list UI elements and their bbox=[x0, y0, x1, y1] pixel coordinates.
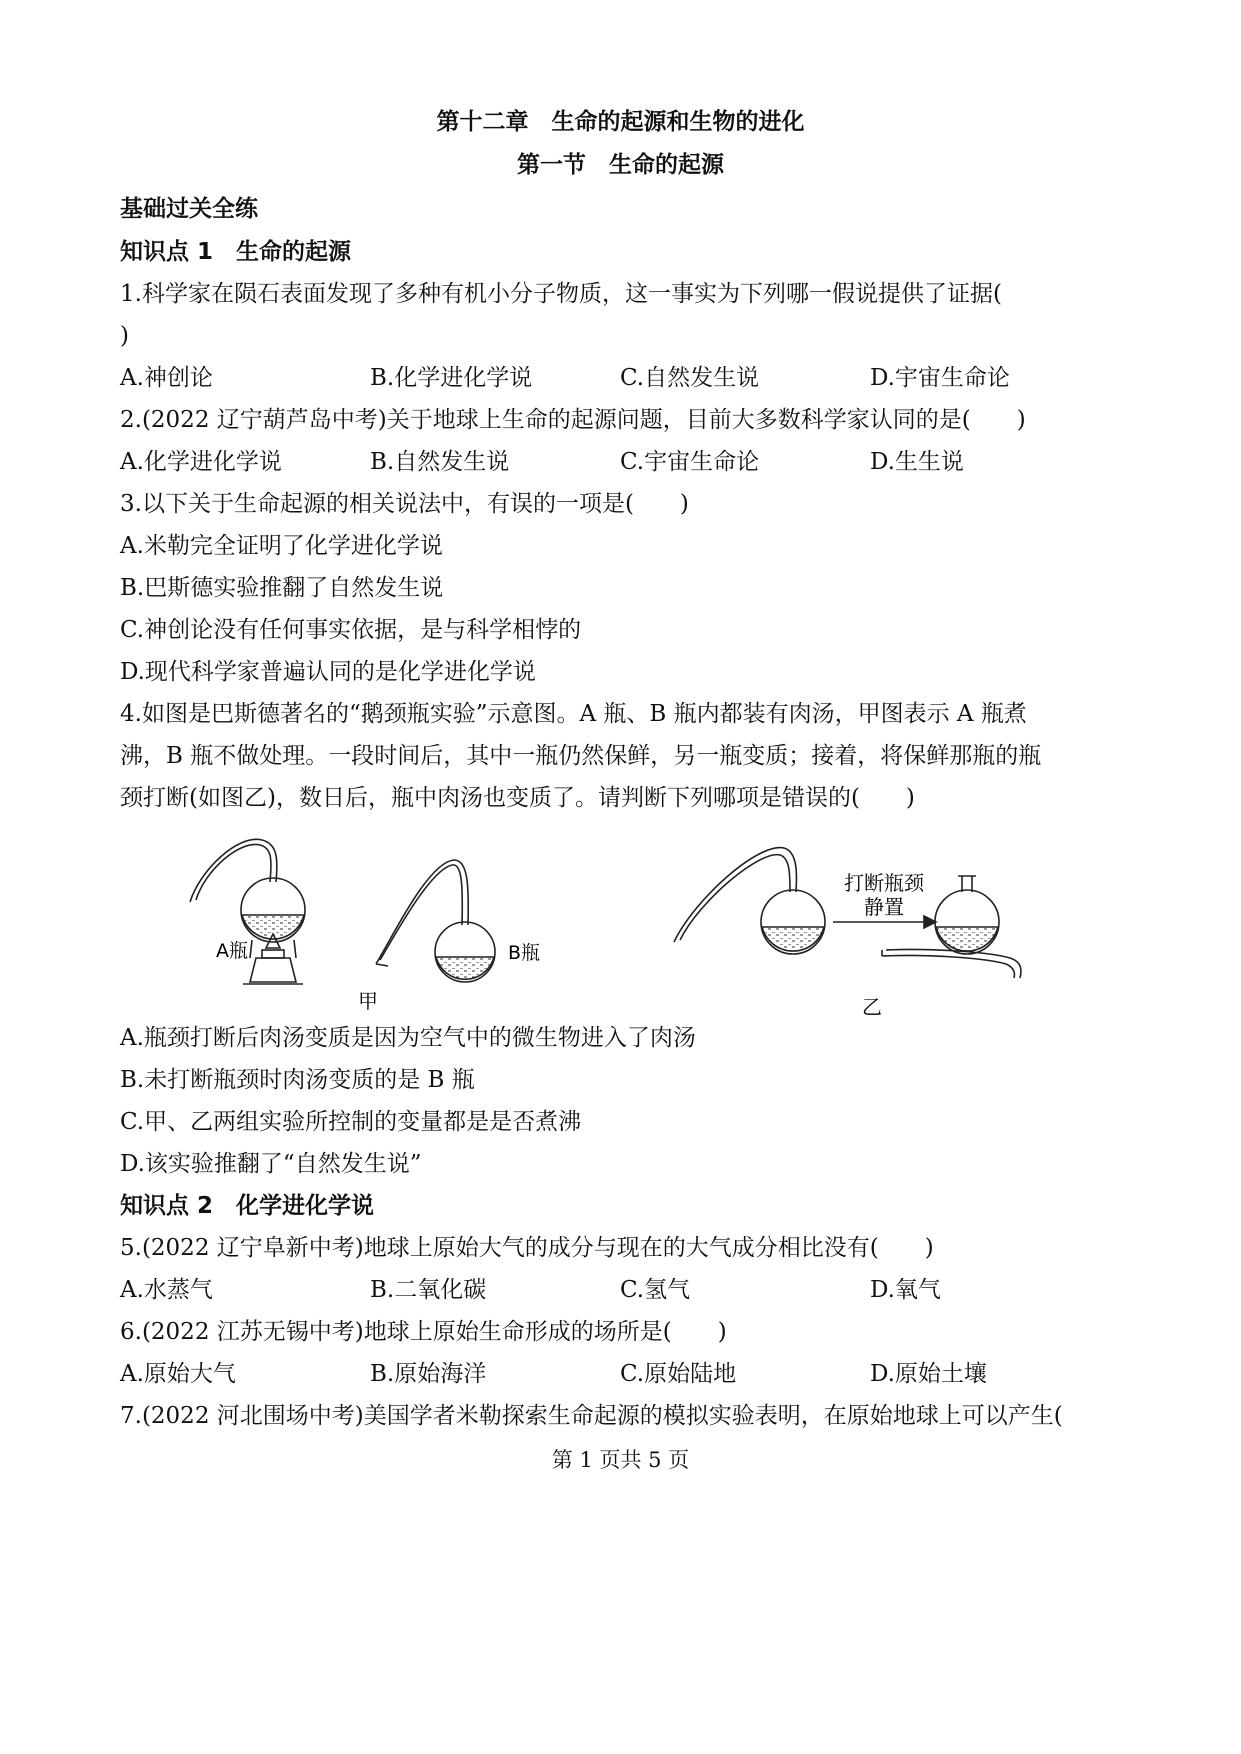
q6-option-c: C.原始陆地 bbox=[620, 1361, 737, 1387]
q4-option-a: A.瓶颈打断后肉汤变质是因为空气中的微生物进入了肉汤 bbox=[120, 1025, 696, 1051]
q3-option-b: B.巴斯德实验推翻了自然发生说 bbox=[120, 575, 444, 601]
q3-option-c: C.神创论没有任何事实依据，是与科学相悖的 bbox=[120, 617, 582, 643]
question-2-stem: 2.(2022 辽宁葫芦岛中考)关于地球上生命的起源问题，目前大多数科学家认同的是( ) bbox=[120, 407, 1026, 433]
question-7-stem: 7.(2022 河北围场中考)美国学者米勒探索生命起源的模拟实验表明，在原始地球上可以产生( bbox=[120, 1403, 1063, 1429]
knowledge-point-1: 知识点 1 生命的起源 bbox=[120, 239, 352, 265]
q1-option-b: B.化学进化学说 bbox=[370, 365, 533, 391]
label-jia: 甲 bbox=[358, 989, 378, 1013]
q5-option-b: B.二氧化碳 bbox=[370, 1277, 487, 1303]
chapter-title: 第十二章 生命的起源和生物的进化 bbox=[436, 109, 805, 135]
q1-option-c: C.自然发生说 bbox=[620, 365, 760, 391]
q1-option-d: D.宇宙生命论 bbox=[870, 365, 1010, 391]
arrow-text-stand: 静置 bbox=[864, 895, 904, 919]
knowledge-point-2: 知识点 2 化学进化学说 bbox=[120, 1193, 375, 1219]
q4-option-b: B.未打断瓶颈时肉汤变质的是 B 瓶 bbox=[120, 1067, 475, 1093]
label-yi: 乙 bbox=[862, 995, 882, 1019]
question-6-stem: 6.(2022 江苏无锡中考)地球上原始生命形成的场所是( ) bbox=[120, 1319, 727, 1345]
q6-option-b: B.原始海洋 bbox=[370, 1361, 487, 1387]
question-1-stem-cont: ) bbox=[120, 323, 129, 349]
q4-option-d: D.该实验推翻了“自然发生说” bbox=[120, 1151, 422, 1177]
label-flask-a: A瓶 bbox=[216, 940, 248, 962]
flask-a bbox=[190, 839, 305, 984]
q6-option-a: A.原始大气 bbox=[120, 1361, 236, 1387]
q3-option-a: A.米勒完全证明了化学进化学说 bbox=[120, 533, 443, 559]
q5-option-c: C.氢气 bbox=[620, 1277, 691, 1303]
q5-option-d: D.氧气 bbox=[870, 1277, 941, 1303]
q4-option-c: C.甲、乙两组实验所控制的变量都是是否煮沸 bbox=[120, 1109, 582, 1135]
question-5-stem: 5.(2022 辽宁阜新中考)地球上原始大气的成分与现在的大气成分相比没有( ) bbox=[120, 1235, 934, 1261]
q2-option-b: B.自然发生说 bbox=[370, 449, 510, 475]
q2-option-d: D.生生说 bbox=[870, 449, 964, 475]
q1-option-a: A.神创论 bbox=[120, 365, 213, 391]
flask-b bbox=[376, 860, 495, 982]
q2-option-c: C.宇宙生命论 bbox=[620, 449, 760, 475]
section-title: 第一节 生命的起源 bbox=[517, 152, 724, 178]
arrow-text-break: 打断瓶颈 bbox=[844, 871, 924, 895]
page-footer: 第 1 页共 5 页 bbox=[551, 1448, 690, 1472]
q6-option-d: D.原始土壤 bbox=[870, 1361, 987, 1387]
question-4-stem-cont2: 颈打断(如图乙)，数日后，瓶中肉汤也变质了。请判断下列哪项是错误的( ) bbox=[120, 785, 915, 811]
swan-neck-flask-figure bbox=[0, 830, 1241, 1020]
question-4-stem-cont1: 沸，B 瓶不做处理。一段时间后，其中一瓶仍然保鲜，另一瓶变质；接着，将保鲜那瓶的瓶 bbox=[120, 743, 1042, 769]
question-3-stem: 3.以下关于生命起源的相关说法中，有误的一项是( ) bbox=[120, 491, 689, 517]
q5-option-a: A.水蒸气 bbox=[120, 1277, 213, 1303]
question-4-stem: 4.如图是巴斯德著名的“鹅颈瓶实验”示意图。A 瓶、B 瓶内都装有肉汤，甲图表示 A 瓶煮 bbox=[120, 701, 1027, 727]
q3-option-d: D.现代科学家普遍认同的是化学进化学说 bbox=[120, 659, 536, 685]
flask-yi-before bbox=[674, 848, 825, 954]
q2-option-a: A.化学进化学说 bbox=[120, 449, 282, 475]
label-flask-b: B瓶 bbox=[508, 942, 541, 964]
exercise-heading: 基础过关全练 bbox=[120, 196, 258, 222]
question-1-stem: 1.科学家在陨石表面发现了多种有机小分子物质，这一事实为下列哪一假说提供了证据( bbox=[120, 281, 1002, 307]
